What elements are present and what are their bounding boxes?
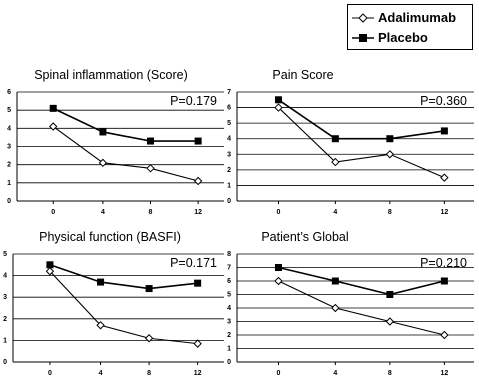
- y-tick-label: 1: [3, 337, 7, 345]
- data-point-placebo: [194, 280, 201, 287]
- y-tick-label: 4: [3, 272, 7, 280]
- chart-panel-2: [227, 68, 474, 216]
- open-diamond-line-icon: [352, 9, 376, 27]
- y-tick-label: 5: [7, 107, 11, 115]
- x-tick-label: 12: [440, 370, 449, 377]
- y-tick-label: 4: [7, 125, 11, 133]
- data-point-placebo: [50, 105, 57, 112]
- x-tick-label: 4: [333, 370, 338, 377]
- x-tick-label: 4: [98, 370, 103, 377]
- y-tick-label: 5: [227, 291, 231, 299]
- chart-title: Pain Score: [272, 68, 334, 82]
- y-tick-label: 1: [227, 182, 231, 190]
- data-point-placebo: [46, 261, 53, 268]
- y-tick-label: 0: [3, 359, 7, 366]
- y-tick-label: 3: [227, 318, 231, 326]
- y-tick-label: 2: [7, 161, 11, 169]
- data-point-placebo: [386, 135, 393, 142]
- y-tick-label: 2: [227, 166, 231, 174]
- p-value-annotation: P=0.179: [170, 94, 217, 108]
- chart-panel-4: [227, 230, 474, 377]
- x-tick-label: 12: [194, 209, 203, 216]
- chart-panel-1: [7, 68, 224, 216]
- y-tick-label: 6: [227, 278, 231, 285]
- x-tick-label: 4: [333, 209, 338, 216]
- x-tick-label: 8: [387, 370, 392, 377]
- y-tick-label: 2: [3, 315, 7, 323]
- data-point-placebo: [97, 279, 104, 286]
- y-tick-label: 3: [3, 294, 7, 302]
- y-tick-label: 6: [7, 89, 11, 96]
- legend-label-placebo: Placebo: [378, 30, 428, 45]
- x-tick-label: 0: [276, 370, 281, 377]
- chart-title: Physical function (BASFI): [39, 230, 181, 244]
- legend-label-adalimumab: Adalimumab: [378, 10, 457, 25]
- data-point-placebo: [99, 128, 106, 135]
- x-tick-label: 12: [193, 370, 202, 377]
- legend: [347, 4, 473, 50]
- y-tick-label: 6: [227, 104, 231, 112]
- p-value-annotation: P=0.210: [420, 256, 467, 270]
- p-value-annotation: P=0.171: [170, 256, 217, 270]
- y-tick-label: 2: [227, 332, 231, 339]
- chart-title: Patient’s Global: [261, 230, 349, 244]
- legend-item-placebo: [352, 29, 472, 47]
- data-point-placebo: [332, 135, 339, 142]
- legend-item-adalimumab: [352, 9, 472, 27]
- data-point-placebo: [275, 264, 282, 271]
- x-tick-label: 8: [148, 209, 153, 216]
- y-tick-label: 5: [227, 120, 231, 128]
- x-tick-label: 0: [276, 209, 281, 216]
- y-tick-label: 8: [227, 251, 231, 258]
- y-tick-label: 1: [7, 179, 11, 187]
- chart-title: Spinal inflammation (Score): [34, 68, 188, 82]
- data-point-placebo: [441, 127, 448, 134]
- y-tick-label: 5: [3, 251, 7, 258]
- y-tick-label: 3: [227, 151, 231, 159]
- x-tick-label: 0: [47, 370, 52, 377]
- x-tick-label: 8: [147, 370, 152, 377]
- data-point-placebo: [441, 278, 448, 285]
- data-point-placebo: [147, 138, 154, 145]
- y-tick-label: 4: [227, 305, 231, 312]
- plot-area: [237, 92, 474, 201]
- chart-panel-3: [3, 230, 224, 377]
- y-tick-label: 0: [227, 198, 231, 205]
- data-point-placebo: [195, 138, 202, 145]
- y-tick-label: 7: [227, 89, 231, 96]
- x-tick-label: 0: [51, 209, 56, 216]
- p-value-annotation: P=0.360: [420, 94, 467, 108]
- y-tick-label: 4: [227, 135, 231, 143]
- plot-area: [13, 254, 224, 362]
- data-point-placebo: [386, 291, 393, 298]
- x-tick-label: 4: [100, 209, 105, 216]
- y-tick-label: 3: [7, 143, 11, 151]
- filled-square-line-icon: [352, 29, 376, 47]
- x-tick-label: 8: [387, 209, 392, 216]
- y-tick-label: 0: [227, 359, 231, 366]
- y-tick-label: 0: [7, 198, 11, 205]
- data-point-placebo: [146, 285, 153, 292]
- y-tick-label: 1: [227, 345, 231, 353]
- data-point-placebo: [275, 96, 282, 103]
- y-tick-label: 7: [227, 264, 231, 272]
- x-tick-label: 12: [440, 209, 449, 216]
- data-point-placebo: [332, 278, 339, 285]
